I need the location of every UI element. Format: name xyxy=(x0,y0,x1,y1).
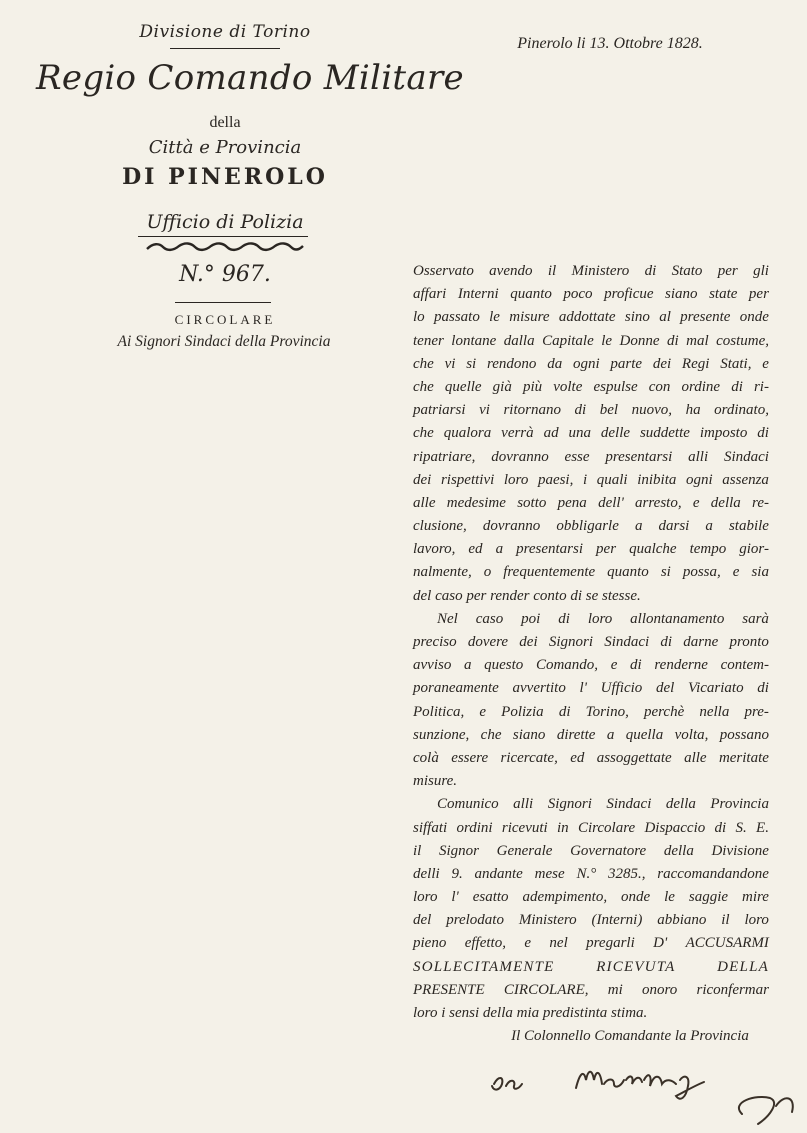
body-line: misure. xyxy=(413,773,458,790)
office-heading: Ufficio di Polizia xyxy=(146,211,304,233)
body-line: nalmente, o frequentemente quanto si possa, e sia xyxy=(413,564,769,581)
body-line: PRESENTE CIRCOLARE, mi onoro riconfermar xyxy=(413,981,769,998)
ornament-divider xyxy=(145,240,305,254)
command-heading: Regio Comando Militare xyxy=(36,58,464,98)
body-line: poraneamente avvertito l' Ufficio del Vicariato di xyxy=(413,680,769,697)
body-line: siffati ordini ricevuti in Circolare Dispaccio di S. E. xyxy=(413,819,769,836)
body-line: clusione, dovranno obbligarle a darsi a stabile xyxy=(413,518,769,535)
letter-body xyxy=(413,260,769,1025)
body-line: SOLLECITAMENTE RICEVUTA DELLA xyxy=(413,958,769,975)
body-line: che quelle già più volte espulse con ordine di ri- xyxy=(413,378,769,395)
body-line: Osservato avendo il Ministero di Stato per gli xyxy=(413,263,769,279)
body-line: affari Interni quanto poco proficue siano state per xyxy=(413,286,769,303)
body-line: il Signor Generale Governatore della Divisione xyxy=(413,842,769,859)
body-line: dei rispettivi loro paesi, i quali inibita ogni assenza xyxy=(413,471,769,488)
body-line: delli 9. andante mese N.° 3285., raccomandandone xyxy=(413,865,769,882)
body-line: che vi si rendono da ogni parte dei Regi Stati, e xyxy=(413,355,769,372)
protocol-number: N.° 967. xyxy=(179,262,271,287)
body-line: pieno effetto, e nel pregarli D' ACCUSARMI xyxy=(413,935,769,952)
body-line: che qualora verrà ad una delle suddette imposto di xyxy=(413,425,769,442)
body-line: del prelodato Ministero (Interni) abbiano il loro xyxy=(413,912,769,929)
body-line: lo passato le misure addottate sino al presente onde xyxy=(413,309,769,326)
body-line: lavoro, ed a presentarsi per qualche tempo gior- xyxy=(413,541,769,558)
body-line: loro i sensi della mia predistinta stima. xyxy=(413,1005,648,1021)
body-line: alle medesime sotto pena dell' arresto, e della re- xyxy=(413,494,769,511)
division-heading: Divisione di Torino xyxy=(139,22,311,42)
citta-provincia-text: Città e Provincia xyxy=(148,137,302,158)
office-rule xyxy=(138,236,308,237)
division-rule xyxy=(170,48,280,49)
body-line: colà essere ricercate, ed assoggettate alle meritate xyxy=(413,749,769,766)
body-line: sunzione, che siano dirette a quella volta, possano xyxy=(413,726,769,743)
signature-title: Il Colonnello Comandante la Provincia xyxy=(511,1028,749,1044)
body-line: Nel caso poi di loro allontanamento sarà xyxy=(437,610,769,627)
protocol-rule xyxy=(175,302,271,303)
body-line: patriarsi vi ritornano di bel nuovo, ha ordinato, xyxy=(413,402,769,419)
body-line: ripatriare, dovranno esse presentarsi alli Sindaci xyxy=(413,448,769,465)
circolare-label: CIRCOLARE xyxy=(174,312,276,327)
city-heading: DI PINEROLO xyxy=(122,164,328,190)
body-line: Comunico alli Signori Sindaci della Provincia xyxy=(437,796,769,813)
body-line: del caso per render conto di se stesse. xyxy=(413,587,641,604)
body-line: avviso a questo Comando, e di renderne contem- xyxy=(413,657,769,674)
body-line: loro l' esatto adempimento, onde le saggie mire xyxy=(413,889,769,906)
body-line: Politica, e Polizia di Torino, perchè nella pre- xyxy=(413,703,769,720)
date-line: Pinerolo li 13. Ottobre 1828. xyxy=(517,35,703,52)
recipients-line: Ai Signori Sindaci della Provincia xyxy=(117,333,331,350)
body-line: preciso dovere dei Signori Sindaci di darne pronto xyxy=(413,634,769,650)
handwritten-signature xyxy=(480,1050,800,1133)
body-line: tener lontane dalla Capitale le Donne di mal costume, xyxy=(413,332,769,349)
della-text: della xyxy=(209,114,241,131)
